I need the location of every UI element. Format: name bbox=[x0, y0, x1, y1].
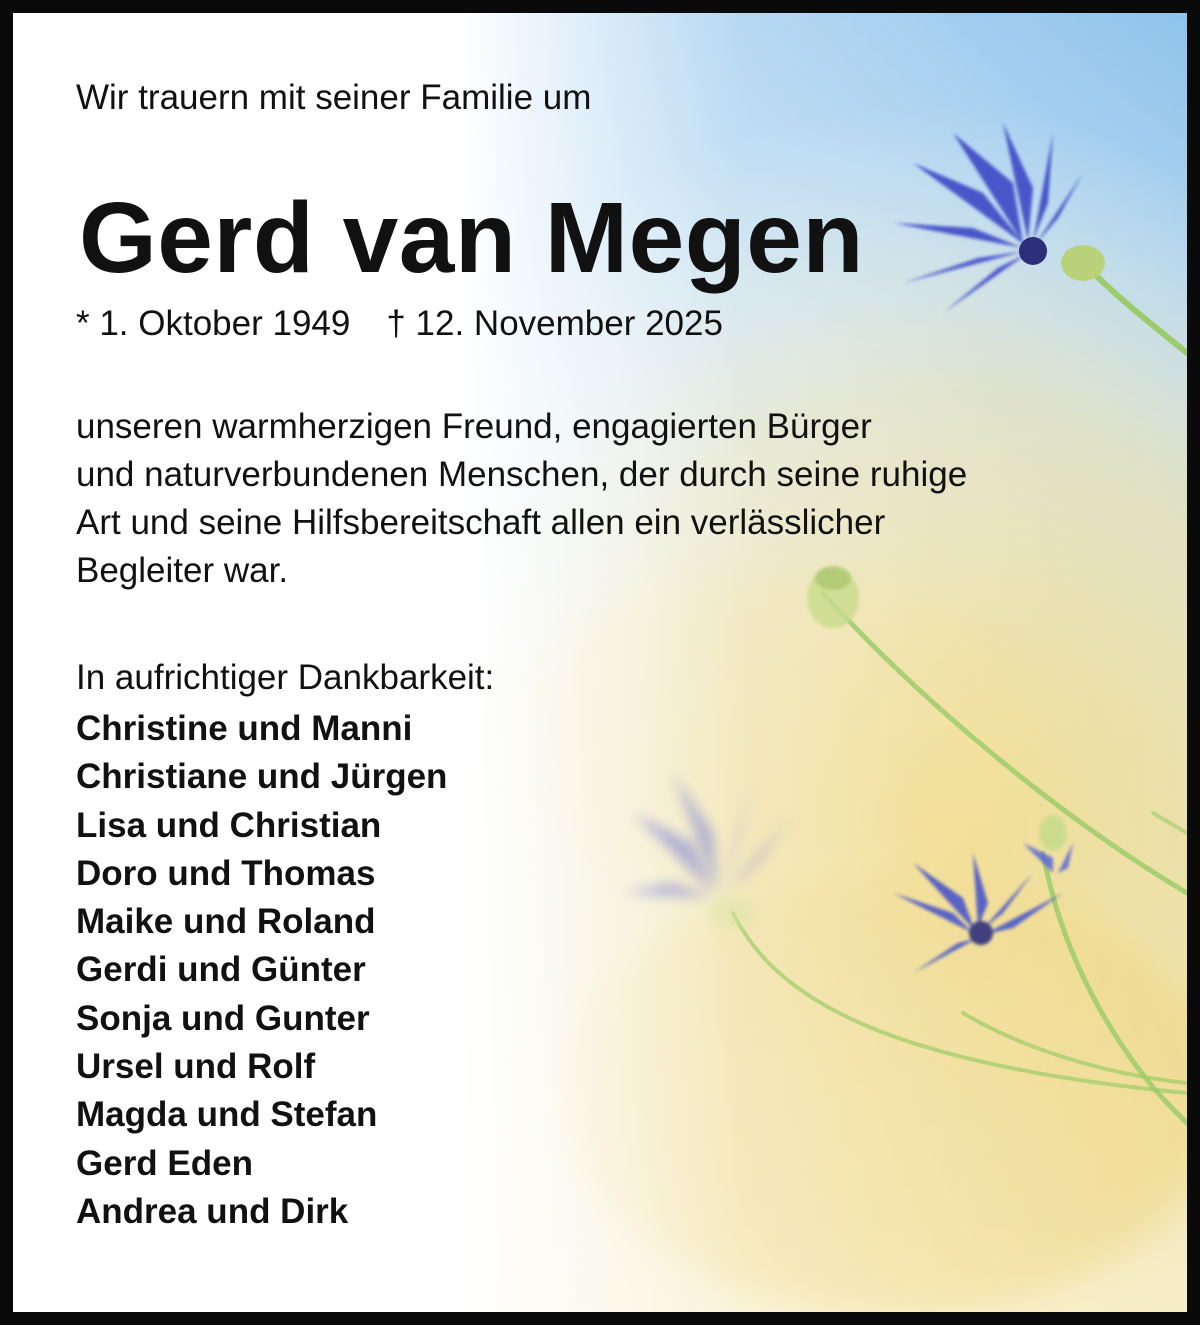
mourner-name: Sonja und Gunter bbox=[76, 998, 370, 1038]
mourner-name: Ursel und Rolf bbox=[76, 1047, 316, 1087]
life-dates bbox=[76, 303, 723, 345]
mourner-list bbox=[76, 705, 447, 1236]
mourner-name: Maike und Roland bbox=[76, 902, 376, 942]
tribute-line: und naturverbundenen Menschen, der durch seine ruhige bbox=[76, 455, 968, 494]
mourner-name: Andrea und Dirk bbox=[76, 1191, 349, 1231]
mourner-name: Christine und Manni bbox=[76, 709, 413, 748]
birth-date: * 1. Oktober 1949 bbox=[76, 304, 351, 343]
intro-text: Wir trauern mit seiner Familie um bbox=[76, 78, 592, 117]
tribute-line: Art und seine Hilfsbereitschaft allen ein verlässlicher bbox=[76, 503, 886, 542]
mourner-name: Gerd Eden bbox=[76, 1143, 253, 1183]
mourner-name: Christiane und Jürgen bbox=[76, 757, 448, 797]
mourner-name: Magda und Stefan bbox=[76, 1095, 378, 1135]
death-date: † 12. November 2025 bbox=[386, 304, 723, 343]
mourner-name: Lisa und Christian bbox=[76, 805, 382, 845]
tribute-line: unseren warmherzigen Freund, engagierten Bürger bbox=[76, 407, 872, 446]
gratitude-heading: In aufrichtiger Dankbarkeit: bbox=[76, 658, 495, 697]
tribute-line: Begleiter war. bbox=[76, 551, 289, 590]
deceased-name: Gerd van Megen bbox=[79, 182, 864, 294]
mourner-name: Doro und Thomas bbox=[76, 853, 376, 893]
mourner-name: Gerdi und Günter bbox=[76, 950, 366, 990]
tribute-text bbox=[76, 403, 1156, 595]
